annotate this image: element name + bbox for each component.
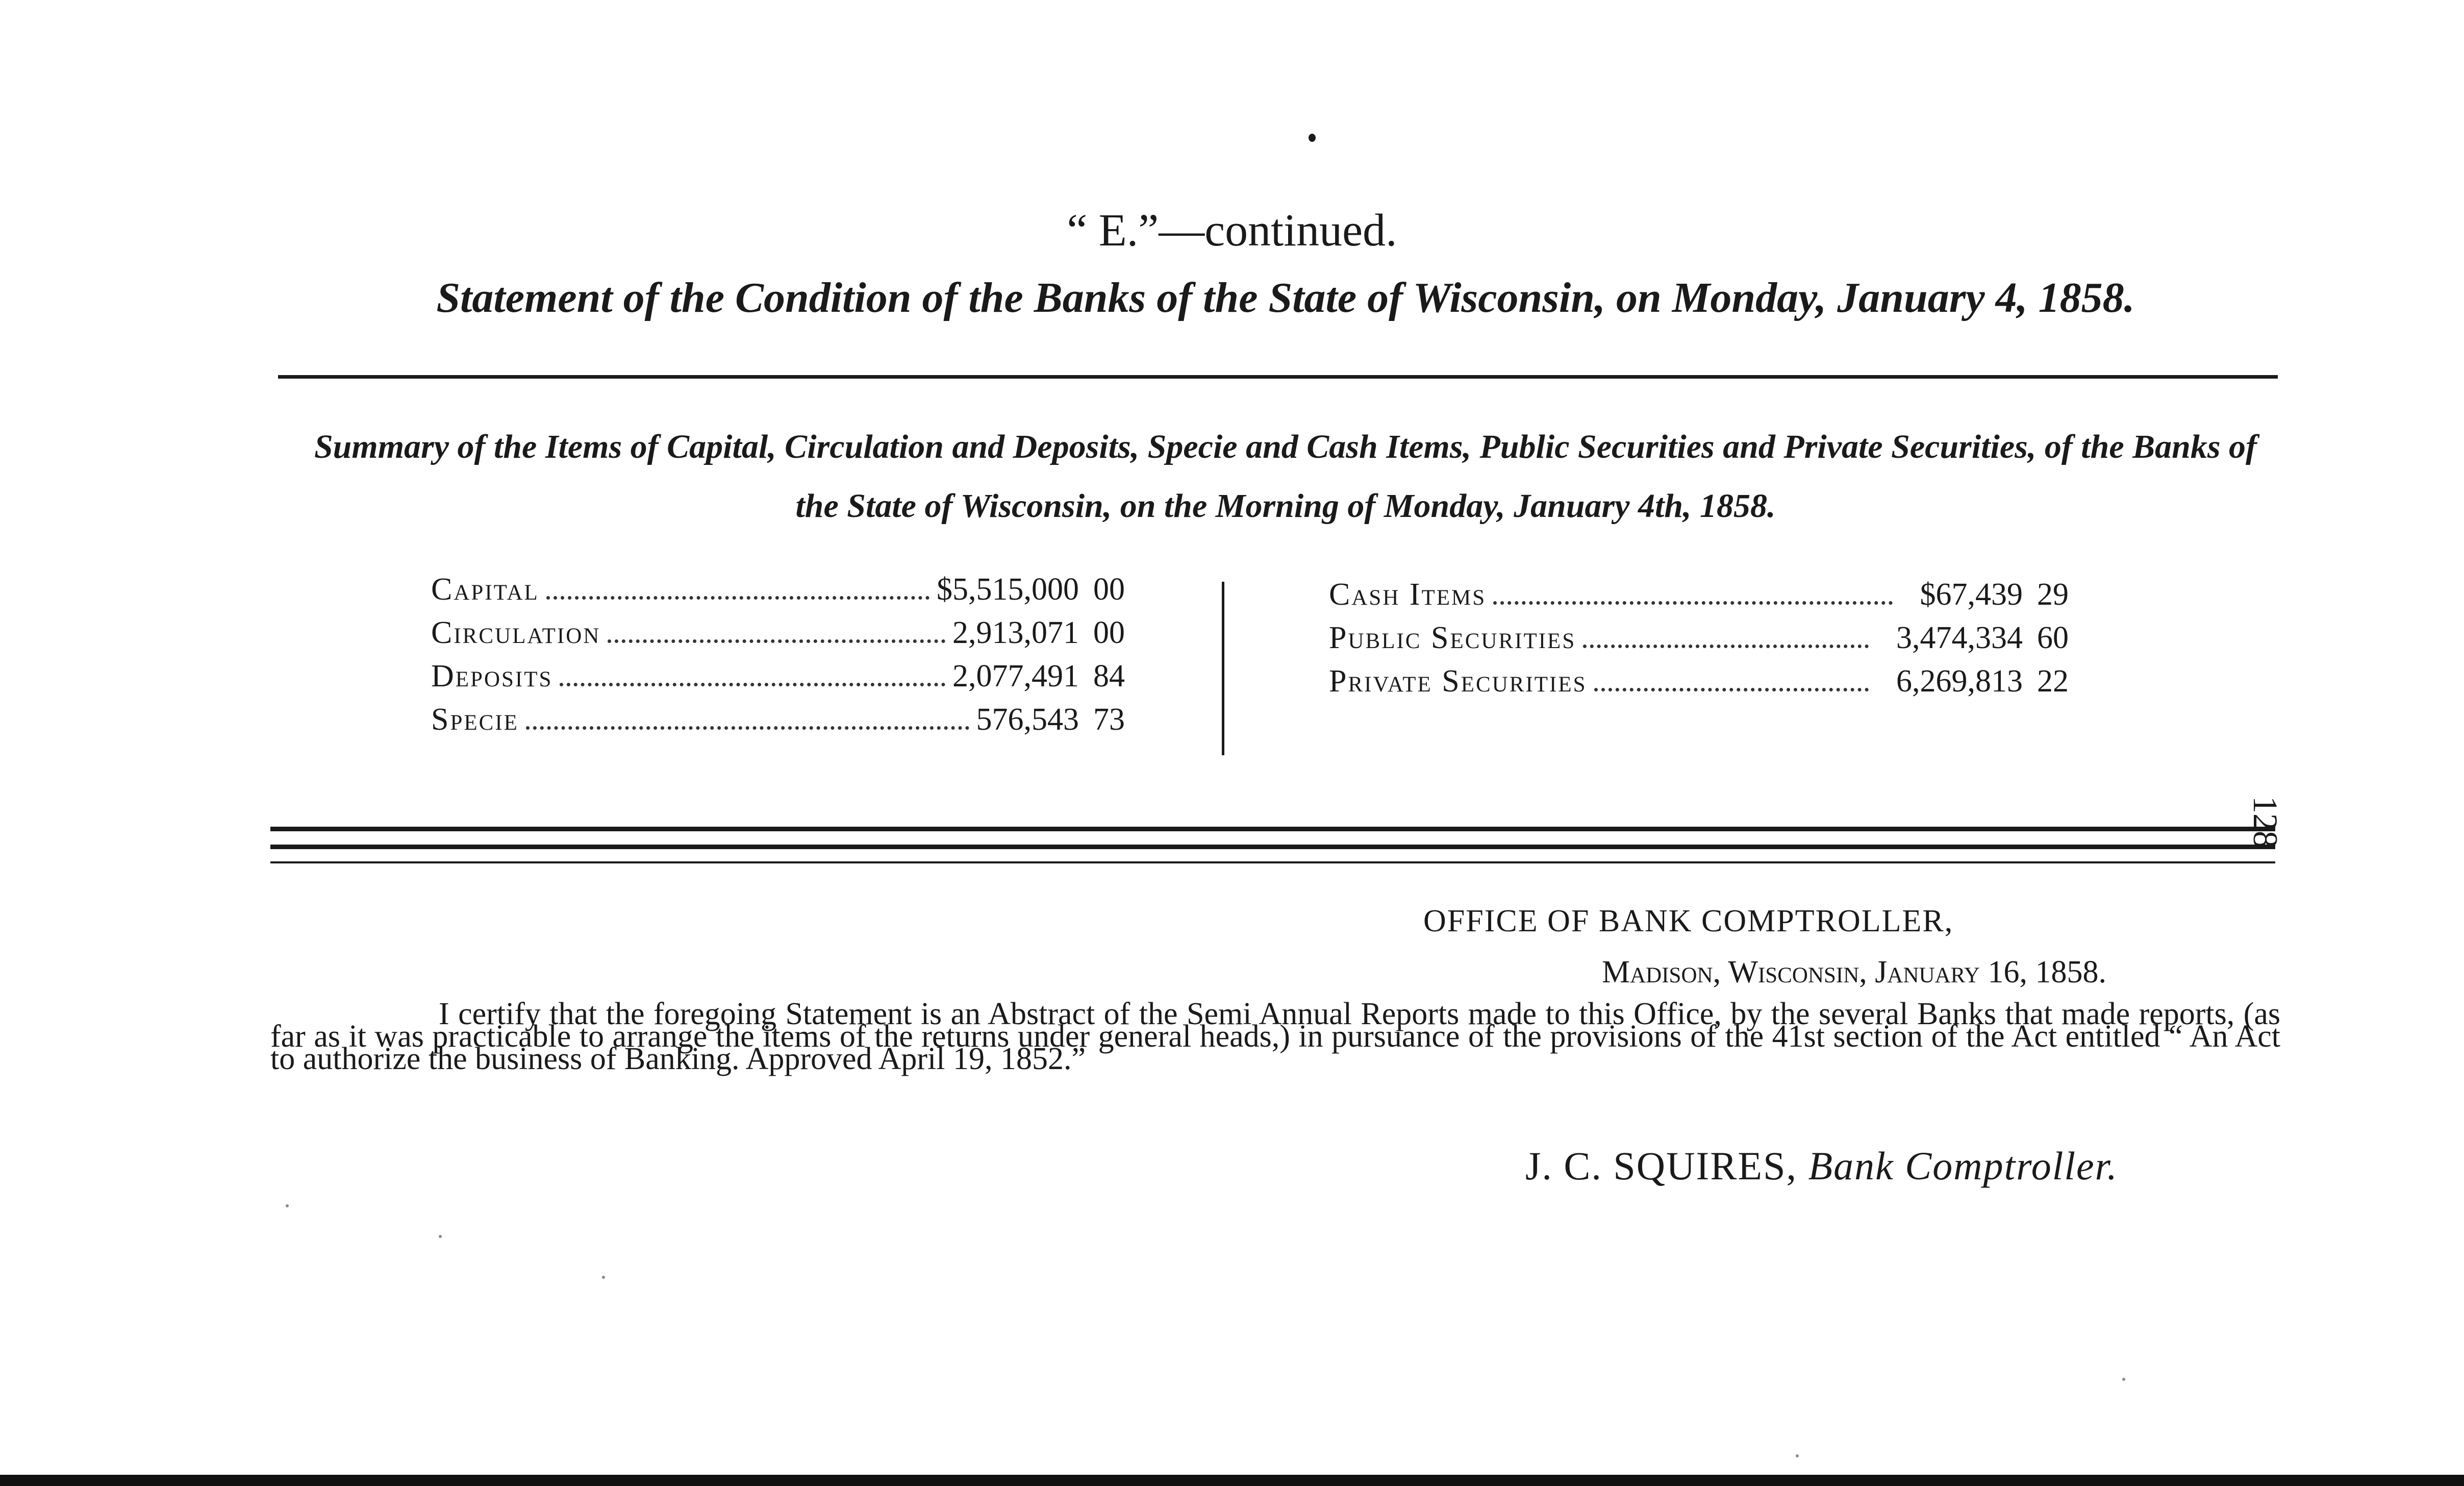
item-amount: $5,515,000	[937, 572, 1079, 607]
dot-leader	[1594, 688, 1869, 691]
item-amount: 2,913,071	[952, 615, 1079, 650]
dot-leader	[546, 596, 929, 600]
dot-leader	[1493, 601, 1892, 605]
title-rule-thin	[278, 412, 2278, 414]
item-row-cash-items	[1329, 577, 2069, 613]
item-cents: 00	[1093, 615, 1125, 650]
page-number: 128	[2246, 796, 2285, 848]
scan-speck	[286, 1204, 289, 1207]
item-amount: 2,077,491	[952, 659, 1079, 694]
scan-speck	[2122, 1378, 2125, 1381]
item-cents: 84	[1093, 659, 1125, 694]
signature-name: J. C. SQUIRES,	[1525, 1144, 1797, 1188]
statement-title: Statement of the Condition of the Banks of the State of Wisconsin, on Monday, January 4, 1858.	[436, 274, 2135, 321]
ink-dot	[1309, 134, 1316, 142]
dot-leader	[608, 639, 945, 643]
double-rule-thin	[270, 861, 2275, 863]
item-row-specie	[431, 702, 1125, 738]
item-row-public-securities	[1329, 620, 2069, 656]
section-heading: “ E.”—continued.	[1067, 205, 1397, 256]
item-amount: 576,543	[976, 702, 1079, 737]
item-label: Cash Items	[1329, 577, 1487, 612]
item-label: Private Securities	[1329, 664, 1587, 699]
column-divider	[1222, 582, 1224, 755]
dot-leader	[1583, 645, 1869, 648]
item-amount: $67,439	[1920, 577, 2023, 612]
item-row-deposits	[431, 658, 1125, 695]
title-rule	[278, 375, 2278, 379]
scan-bottom-edge	[0, 1475, 2464, 1486]
double-rule-top	[270, 827, 2275, 831]
double-rule-bottom	[270, 845, 2275, 849]
item-amount: 3,474,334	[1896, 621, 2023, 655]
scan-speck	[1796, 1454, 1799, 1457]
item-label: Circulation	[431, 615, 601, 650]
item-cents: 22	[2037, 664, 2069, 699]
scan-speck	[439, 1235, 442, 1238]
item-label: Deposits	[431, 659, 553, 694]
dot-leader	[560, 683, 945, 686]
summary-title: Summary of the Items of Capital, Circulation and Deposits, Specie and Cash Items, Public Securities and Private Securities, of the Banks of the State of Wisconsin, on the Morning of Monday, January 4th, 1858.	[314, 428, 2257, 525]
signature	[1525, 1143, 2118, 1189]
signature-title: Bank Comptroller.	[1808, 1144, 2118, 1188]
item-row-capital	[431, 572, 1125, 608]
scan-speck	[602, 1276, 605, 1279]
item-label: Public Securities	[1329, 621, 1576, 655]
item-row-private-securities	[1329, 663, 2069, 700]
item-amount: 6,269,813	[1896, 664, 2023, 699]
item-label: Specie	[431, 702, 519, 737]
certification-paragraph: I certify that the foregoing Statement is an Abstract of the Semi Annual Reports made to this Office, by the several Banks that made reports, (as far as it was practicable to arrange the items of the returns under general heads,) in pursuance of the provisions of the 41st section of the Act entitled “ An Act to authorize the business of Banking. Approved April 19, 1852.”	[270, 997, 2280, 1076]
dot-leader	[526, 726, 969, 730]
item-cents: 00	[1093, 572, 1125, 607]
item-label: Capital	[431, 572, 539, 607]
office-heading: OFFICE OF BANK COMPTROLLER,	[1423, 904, 1954, 938]
item-cents: 60	[2037, 621, 2069, 655]
place-date-line: Madison, Wisconsin, January 16, 1858.	[1602, 955, 2106, 989]
item-row-circulation	[431, 615, 1125, 651]
item-cents: 73	[1093, 702, 1125, 737]
item-cents: 29	[2037, 577, 2069, 612]
